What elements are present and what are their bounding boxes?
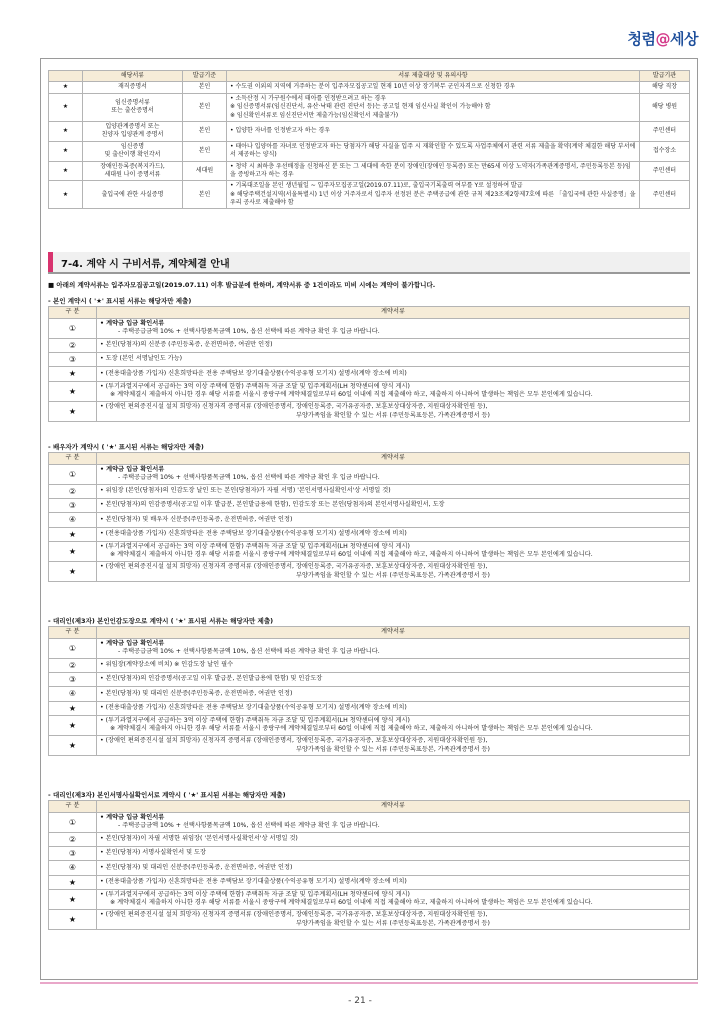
column-header: 구 분 [49,453,97,465]
table-row [49,181,690,209]
table-row [49,464,690,484]
column-header: 구 분 [49,307,97,319]
row-mark: ① [49,318,97,338]
document-cell [97,833,690,847]
document-name: 장애인등록증(복지카드), 세대원 나이 증명서류 [83,161,183,181]
column-header: 해당서류 [83,71,183,82]
document-line: • 계약금 입금 확인서류 [100,813,165,821]
document-line: • 본인(당첨자)의 신분증 (주민등록증, 운전면허증, 여권만 인정) [100,341,273,349]
row-mark: ★ [49,875,97,889]
table-header-row [49,801,690,813]
document-line: • 본인(당첨자)의 인감증명서(공고일 이후 발급분, 본인발급용에 한함) 및 인감도장 [100,675,323,683]
document-line: ※ 계약체결시 제출하지 아니한 경우 해당 서류를 서울시 중랑구에 계약체결일로부터 60일 이내에 직접 제출해야 하고, 제출하지 아니하여 발생하는 책임은 모두 본인에게 있습니다. [110,725,593,733]
row-mark: ② [49,833,97,847]
document-line: • (장애인 편의증진시설 설치 희망자) 신청자격 증명서류 (장애인증명서, 장애인등록증, 국가유공자증, 보훈보상대상자증, 지원대상자확인원 등), [100,911,488,919]
row-mark: ④ [49,513,97,527]
table-row [49,715,690,735]
table-row [49,541,690,561]
row-mark: ② [49,485,97,499]
document-cell [97,673,690,687]
submission-note: • 소득산정 시 가구원수에서 태아를 인정받으려고 하는 경우 ※ 임신증명서류(임신진단서, 유산·낙태 관련 진단서 등)는 공고일 현재 임신사실 확인이 가능해야 함 ※ 임신확인서류로 임신진단서만 제출가능(임신확인서 제출불가) [227,93,640,121]
document-line: • (전용대출상품 가입자) 신혼희망타운 전용 주택담보 장기대출상품(수익공유형 모기지) 설명서(계약 장소에 비치) [100,369,407,377]
table-row [49,889,690,909]
document-line: ※ 계약체결시 제출하지 아니한 경우 해당 서류를 서울시 중랑구에 계약체결일로부터 60일 이내에 직접 제출해야 하고, 제출하지 아니하여 발생하는 책임은 모두 본인에게 있습니다. [110,899,593,907]
document-cell [97,687,690,701]
table-row [49,499,690,513]
table-row [49,833,690,847]
column-header: 발급기관 [640,71,690,82]
table-row [49,875,690,889]
document-line: • 위임장(계약장소에 비치) ※ 인감도장 날인 필수 [100,661,234,669]
table-row [49,339,690,353]
row-mark: ★ [49,121,83,141]
column-header: 계약서류 [97,307,690,319]
document-cell [97,715,690,735]
row-mark: ★ [49,541,97,561]
document-cell [97,861,690,875]
section-bar [48,252,53,272]
table-row [49,381,690,401]
issuing-agency: 해당 병원 [640,93,690,121]
contract-documents-table [48,306,690,422]
row-mark: ★ [49,889,97,909]
table-row [49,141,690,161]
row-mark: ★ [49,161,83,181]
table-row [49,161,690,181]
row-mark: ★ [49,141,83,161]
table-row [49,527,690,541]
table-row [49,812,690,832]
table-row [49,673,690,687]
row-mark: ★ [49,82,83,93]
document-line: • (투기과열지구에서 공급하는 3억 이상 주택에 한함) 주택취득 자금 조달 및 입주계획서(LH 청약센터에 양식 게시) [100,542,410,550]
table-row [49,401,690,421]
document-cell [97,875,690,889]
document-line: • 본인(당첨자) 및 대리인 신분증(주민등록증, 운전면허증, 여권만 인정) [100,863,293,871]
document-line: • (장애인 편의증진시설 설치 희망자) 신청자격 증명서류 (장애인증명서, 장애인등록증, 국가유공자증, 보훈보상대상자증, 지원대상자확인원 등), [100,563,488,571]
table-row [49,353,690,367]
section-heading [48,252,690,274]
table-row [49,121,690,141]
document-name: 출입국에 관한 사실증명 [83,181,183,209]
document-line: • 위임장 (본인(당첨자)의 인감도장 날인 또는 본인(당첨자)가 자필 서명) '본인서명사실확인서'상 서명일 것) [100,487,391,495]
document-line: - 주택공급금액 10% + 선택사항품목금액 10%, 옵션 선택에 따른 계약금 확인 후 입금 바랍니다. [118,328,380,336]
document-cell [97,541,690,561]
table-row [49,687,690,701]
row-mark: ★ [49,401,97,421]
document-cell [97,353,690,367]
document-cell [97,485,690,499]
document-cell [97,464,690,484]
column-header: 계약서류 [97,627,690,639]
issue-basis: 본인 [183,82,227,93]
issuing-agency: 접수장소 [640,141,690,161]
document-name: 재직증명서 [83,82,183,93]
document-line: • (장애인 편의증진시설 설치 희망자) 신청자격 증명서류 (장애인증명서, 장애인등록증, 국가유공자증, 보훈보상대상자증, 지원대상자확인원 등), [100,402,488,410]
document-cell [97,847,690,861]
document-line: - 주택공급금액 10% + 선택사항품목금액 10%, 옵션 선택에 따른 계약금 확인 후 입금 바랍니다. [118,648,380,656]
document-line: • (전용대출상품 가입자) 신혼희망타운 전용 주택담보 장기대출상품(수익공유형 모기지) 설명서(계약 장소에 비치) [100,703,407,711]
document-line: • (투기과열지구에서 공급하는 3억 이상 주택에 한함) 주택취득 자금 조달 및 입주계획서(LH 청약센터에 양식 게시) [100,890,410,898]
document-cell [97,701,690,715]
subsection-title: - 본인 계약시 ( '★' 표시된 서류는 해당자만 제출) [48,297,192,305]
issue-basis: 본인 [183,93,227,121]
document-cell [97,401,690,421]
issuing-agency: 주민센터 [640,121,690,141]
submission-note: • 기록대조일을 본인 생년월일 ~ 입주자모집공고일(2019.07.11)로, 출입국기록출력 여부를 Y로 설정하여 발급 ※ 해당주택건설지역(서울특별시) 1년 이상 거주자로서 입주자 선정된 분은 주택공급에 관한 규칙 제23조제2항제7호에 따른 「출입국에 관한 사실증명」을 우리 공사로 제출해야 함 [227,181,640,209]
document-line: • (전용대출상품 가입자) 신혼희망타운 전용 주택담보 장기대출상품(수익공유형 모기지) 설명서(계약 장소에 비치) [100,877,407,885]
document-line: • (장애인 편의증진시설 설치 희망자) 신청자격 증명서류 (장애인증명서, 장애인등록증, 국가유공자증, 보훈보상대상자증, 지원대상자확인원 등), [100,737,488,745]
submission-note: • 태아나 입양아를 자녀로 인정받고자 하는 당첨자가 해당 사실을 입주 시 재확인할 수 있도록 사업주체에서 관련 서류 제출을 확약(계약 체결한 해당 부서에서 제공하는 양식) [227,141,640,161]
document-cell [97,527,690,541]
row-mark: ③ [49,673,97,687]
row-mark: ★ [49,701,97,715]
section-title: 7-4. 계약 시 구비서류, 계약체결 안내 [61,259,230,270]
table-row [49,701,690,715]
row-mark: ② [49,659,97,673]
table-row [49,847,690,861]
page-number: - 21 - [348,996,372,1006]
table-row [49,485,690,499]
table-row [49,562,690,582]
footer-divider [40,982,698,984]
document-line: • 본인(당첨자)이 자필 서명한 위임장( '본인서명사실확인서'상 서명일 것) [100,835,298,843]
row-mark: ③ [49,847,97,861]
row-mark: ③ [49,499,97,513]
brand-logo: 청렴@세상 [627,30,698,48]
document-cell [97,513,690,527]
document-line: 부양가족임을 확인할 수 있는 서류 (주민등록표등본, 가족관계증명서 등) [296,919,490,927]
issuing-agency: 해당 직장 [640,82,690,93]
document-cell [97,736,690,756]
document-cell [97,562,690,582]
column-header: 서류 제출대상 및 유의사항 [227,71,640,82]
row-mark: ★ [49,562,97,582]
row-mark: ③ [49,353,97,367]
document-cell [97,318,690,338]
required-documents-table [48,70,690,209]
document-line: • (전용대출상품 가입자) 신혼희망타운 전용 주택담보 장기대출상품(수익공유형 모기지) 설명서(계약 장소에 비치) [100,529,407,537]
row-mark: ① [49,464,97,484]
intro-note: ■ 아래의 계약서류는 입주자모집공고일(2019.07.11) 이후 발급분에 한하며, 계약서류 중 1건이라도 미비 시에는 계약이 불가합니다. [48,281,436,289]
row-mark: ★ [49,181,83,209]
table-row [49,861,690,875]
table-row [49,659,690,673]
row-mark: ① [49,812,97,832]
table-header-row [49,627,690,639]
subsection-title: - 대리인(제3자) 본인인감도장으로 계약시 ( '★' 표시된 서류는 해당자만 제출) [48,617,274,625]
issuing-agency: 주민센터 [640,161,690,181]
issuing-agency: 주민센터 [640,181,690,209]
table-row [49,318,690,338]
document-line: - 주택공급금액 10% + 선택사항품목금액 10%, 옵션 선택에 따른 계약금 확인 후 입금 바랍니다. [118,474,380,482]
document-line: • 본인(당첨자) 서명사실확인서 및 도장 [100,849,207,857]
document-line: 부양가족임을 확인할 수 있는 서류 (주민등록표등본, 가족관계증명서 등) [296,745,490,753]
issue-basis: 본인 [183,181,227,209]
column-header: 구 분 [49,801,97,813]
row-mark: ★ [49,527,97,541]
document-cell [97,638,690,658]
document-line: • 계약금 입금 확인서류 [100,319,165,327]
table-row [49,910,690,930]
row-mark: ★ [49,736,97,756]
document-name: 임신증명 및 출산이행 확인각서 [83,141,183,161]
submission-note: • 입양한 자녀를 인정받고자 하는 경우 [227,121,640,141]
column-header: 계약서류 [97,801,690,813]
row-mark: ★ [49,715,97,735]
document-line: • (투기과열지구에서 공급하는 3억 이상 주택에 한함) 주택취득 자금 조달 및 입주계획서(LH 청약센터에 양식 게시) [100,716,410,724]
row-mark: ② [49,339,97,353]
table-header-row [49,307,690,319]
document-line: • 계약금 입금 확인서류 [100,465,165,473]
document-line: • 본인(당첨자) 및 배우자 신분증(주민등록증, 운전면허증, 여권만 인정) [100,515,293,523]
column-header: 계약서류 [97,453,690,465]
document-cell [97,659,690,673]
document-line: • (투기과열지구에서 공급하는 3억 이상 주택에 한함) 주택취득 자금 조달 및 입주계획서(LH 청약센터에 양식 게시) [100,382,410,390]
contract-documents-table [48,626,690,756]
document-line: • 본인(당첨자) 및 대리인 신분증(주민등록증, 운전면허증, 여권만 인정) [100,689,293,697]
table-header-row [49,71,690,82]
document-cell [97,367,690,381]
subsection-title: - 배우자가 계약시 ( '★' 표시된 서류는 해당자만 제출) [48,443,204,451]
table-row [49,513,690,527]
document-line: • 본인(당첨자)의 인감증명서(공고일 이후 발급분, 본인발급용에 한함), 인감도장 또는 본인(당첨자)의 본인서명사실확인서, 도장 [100,501,445,509]
table-row [49,638,690,658]
issue-basis: 본인 [183,121,227,141]
table-header-row [49,453,690,465]
row-mark: ★ [49,910,97,930]
document-name: 임신증명서류 또는 출산증명서 [83,93,183,121]
row-mark: ④ [49,687,97,701]
row-mark: ① [49,638,97,658]
document-cell [97,381,690,401]
table-row [49,82,690,93]
issue-basis: 본인 [183,141,227,161]
document-line: ※ 계약체결시 제출하지 아니한 경우 해당 서류를 서울시 중랑구에 계약체결일로부터 60일 이내에 직접 제출해야 하고, 제출하지 아니하여 발생하는 책임은 모두 본인에게 있습니다. [110,551,593,559]
document-cell [97,812,690,832]
column-header: 발급기준 [183,71,227,82]
document-cell [97,339,690,353]
document-line: 부양가족임을 확인할 수 있는 서류 (주민등록표등본, 가족관계증명서 등) [296,411,490,419]
subsection-title: - 대리인(제3자) 본인서명사실확인서로 계약시 ( '★' 표시된 서류는 해당자만 제출) [48,791,286,799]
table-row [49,367,690,381]
document-line: - 주택공급금액 10% + 선택사항품목금액 10%, 옵션 선택에 따른 계약금 확인 후 입금 바랍니다. [118,822,380,830]
document-line: • 도장 (본인 서명날인도 가능) [100,355,183,363]
submission-note: • 청약 시 최하층 우선배정을 신청하신 분 또는 그 세대에 속한 분이 장애인(장애인 등록증) 또는 만65세 이상 노약자(가족관계증명서, 주민등록등본 등)임을 증빙하고자 하는 경우 [227,161,640,181]
row-mark: ④ [49,861,97,875]
document-line: 부양가족임을 확인할 수 있는 서류 (주민등록표등본, 가족관계증명서 등) [296,571,490,579]
document-line: • 계약금 입금 확인서류 [100,639,165,647]
document-cell [97,910,690,930]
document-line: ※ 계약체결시 제출하지 아니한 경우 해당 서류를 서울시 중랑구에 계약체결일로부터 60일 이내에 직접 제출해야 하고, 제출하지 아니하여 발생하는 책임은 모두 본인에게 있습니다. [110,391,593,399]
issue-basis: 세대원 [183,161,227,181]
contract-documents-table [48,452,690,582]
document-cell [97,499,690,513]
document-cell [97,889,690,909]
row-mark: ★ [49,93,83,121]
submission-note: • 수도권 이외의 지역에 거주하는 분이 입주자모집공고일 현재 10년 이상 장기복무 군인자격으로 신청한 경우 [227,82,640,93]
row-mark: ★ [49,367,97,381]
document-name: 입양관계증명서 또는 친양자 입양관계 증명서 [83,121,183,141]
table-row [49,736,690,756]
contract-documents-table [48,800,690,930]
row-mark: ★ [49,381,97,401]
table-row [49,93,690,121]
column-header: 구 분 [49,627,97,639]
